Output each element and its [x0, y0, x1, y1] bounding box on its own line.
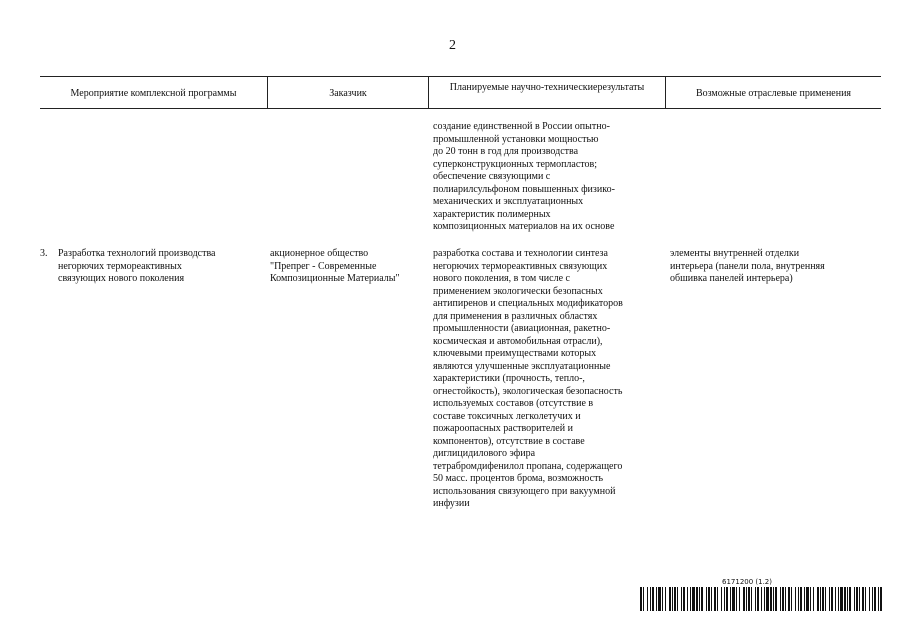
results-text-line: космическая и автомобильная отрасли), [433, 335, 603, 347]
results-text-line: антипиренов и специальных модификаторов [433, 298, 623, 309]
header-text-line: Заказчик [329, 88, 367, 99]
header-text-line: результаты [597, 82, 645, 93]
customer-text-line: акционерное общество [270, 248, 369, 259]
results-text-line: тетрабромдифенилол пропана, содержащего [433, 460, 623, 472]
results-text-line: применением экологически безопасных [433, 285, 603, 297]
results-text-line: механических и эксплуатационных [433, 196, 584, 207]
page-number: 2 [449, 38, 456, 53]
measure-text-line: негорючих термореактивных [58, 260, 182, 272]
results-text-line: суперконструкционных термопластов; [433, 158, 598, 170]
results-text-line: создание единственной в России опытно- [433, 121, 610, 132]
results-text-line: характеристик полимерных [433, 208, 551, 220]
row3-customer-cell [270, 248, 426, 286]
results-text-line: композиционных материалов на их основе [433, 221, 615, 232]
results-text-line: являются улучшенные эксплуатационные [433, 360, 611, 372]
header-planned-results [429, 82, 665, 94]
results-text-line: полиарилсульфоном повышенных физико- [433, 183, 615, 195]
results-text-line: пожароопасных растворителей и [433, 423, 573, 434]
results-text-line: негорючих термореактивных связующих [433, 260, 608, 272]
results-text-line: обеспечение связующими с [433, 171, 551, 182]
header-text-line: Мероприятие комплексной программы [70, 88, 237, 99]
barcode-label: 6171200 (1.2) [722, 578, 772, 586]
row3-results-cell [433, 248, 665, 511]
results-text-line: разработка состава и технологии синтеза [433, 248, 608, 259]
results-text-line: диглицидилового эфира [433, 448, 536, 459]
results-text-line: промышленности (авиационная, ракетно- [433, 323, 611, 334]
header-customer [268, 88, 428, 100]
measure-text-line: связующих нового поколения [58, 273, 185, 284]
customer-text-line: Композиционные Материалы" [270, 273, 400, 284]
barcode-icon [640, 587, 882, 611]
results-text-line: инфузии [433, 498, 470, 509]
customer-text-line: "Препрег - Современные [270, 260, 377, 272]
results-text-line: для применения в различных областях [433, 310, 598, 322]
results-text-line: компонентов), отсутствие в составе [433, 435, 585, 447]
results-text-line: ключевыми преимуществами которых [433, 348, 597, 359]
results-text-line: использования связующего при вакуумной [433, 485, 616, 497]
results-text-line: промышленной установки мощностью [433, 133, 599, 145]
table-header-rule [40, 108, 881, 109]
row-number: 3. [40, 248, 48, 259]
results-text-line: огнестойкость), экологическая безопасность [433, 385, 623, 397]
continuation-results-cell [433, 121, 665, 234]
row3-measure-cell [58, 248, 264, 286]
results-text-line: нового поколения, в том числе с [433, 273, 570, 284]
header-measure [40, 88, 267, 100]
header-text-line: Возможные отраслевые применения [695, 88, 852, 99]
applications-text-line: обшивка панелей интерьера) [670, 273, 793, 284]
results-text-line: характеристики (прочность, тепло-, [433, 373, 585, 384]
results-text-line: до 20 тонн в год для производства [433, 146, 579, 157]
applications-text-line: элементы внутренней отделки [670, 248, 800, 259]
results-text-line: составе токсичных легколетучих и [433, 410, 581, 422]
table-top-rule [40, 76, 881, 77]
results-text-line: используемых составов (отсутствие в [433, 398, 594, 409]
applications-text-line: интерьера (панели пола, внутренняя [670, 260, 825, 272]
row3-applications-cell [670, 248, 880, 286]
results-text-line: 50 масс. процентов брома, возможность [433, 473, 604, 484]
measure-text-line: Разработка технологий производства [58, 248, 216, 259]
header-applications [666, 88, 881, 100]
header-text-line: Планируемые научно-технические [449, 82, 598, 93]
